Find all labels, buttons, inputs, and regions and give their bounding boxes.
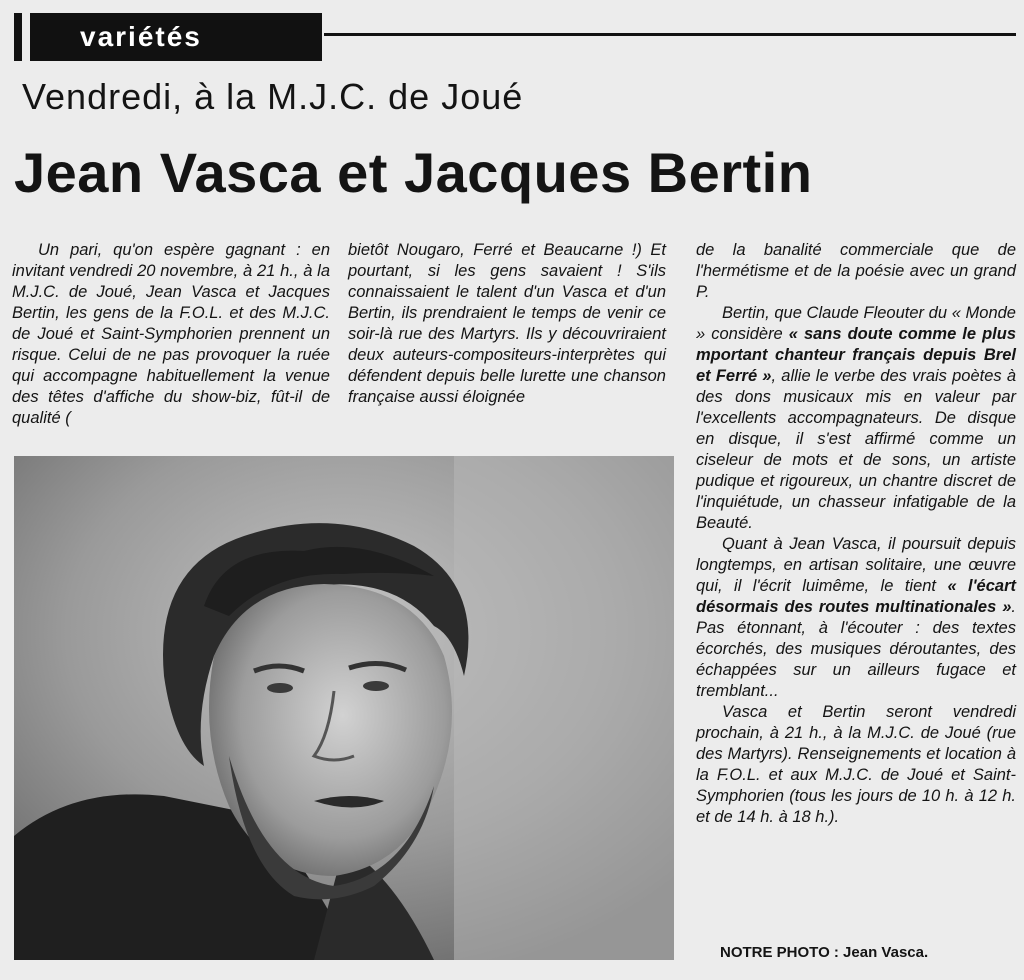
text-run: Quant à Jean Vasca, il poursuit depuis longtemps, en artisan solitaire, une œuvre qui, il l'écrit luimême, le tient	[696, 535, 1016, 595]
portrait-photo	[14, 456, 674, 960]
kicker: Vendredi, à la M.J.C. de Joué	[22, 76, 524, 117]
paragraph	[696, 534, 1016, 702]
quote-bold: « sans doute comme le plus mportant chanteur français depuis Brel et Ferré »	[696, 325, 1016, 385]
photo-caption: NOTRE PHOTO : Jean Vasca.	[720, 944, 929, 961]
portrait-illustration	[14, 456, 674, 960]
article-column-1	[12, 240, 330, 429]
quote-bold: « l'écart désormais des routes multinationales »	[696, 577, 1016, 616]
article-column-3	[696, 240, 1016, 828]
paragraph: Vasca et Bertin seront vendredi prochain, à 21 h., à la M.J.C. de Joué (rue des Martyrs). Renseignements et location à la F.O.L. et aux M.J.C. de Joué et Saint-Symphorien (tous les jours de 10 h. à 12 h. et de 14 h. à 18 h.).	[696, 703, 1016, 826]
text-run: Bertin, que Claude Fleouter du « Monde » considère	[696, 304, 1016, 343]
paragraph	[696, 303, 1016, 534]
text-run: , allie le verbe des vrais poètes à des dons musicaux mis en valeur par l'excellents accompagnateurs. De disque en disque, il s'est affirmé comme un ciseleur de mots et de sons, un artiste pudique et rigoureux, un chantre discret de l'inquiétude, un chasseur infatigable de la Beauté.	[696, 367, 1016, 532]
section-rubric: variétés	[30, 13, 322, 61]
headline: Jean Vasca et Jacques Bertin	[14, 141, 813, 204]
paragraph: Un pari, qu'on espère gagnant : en invitant vendredi 20 novembre, à 21 h., à la M.J.C. de Joué, Jean Vasca et Jacques Bertin, les gens de la F.O.L. et des M.J.C. de Joué et Saint-Symphorien prennent un risque. Celui de ne pas provoquer la ruée qui accompagne habituellement la venue des têtes d'affiche du show-biz, fût-il de qualité (	[12, 241, 330, 427]
article-column-2	[348, 240, 666, 408]
rubric-rule	[324, 33, 1016, 36]
paragraph: bietôt Nougaro, Ferré et Beaucarne !) Et pourtant, si les gens savaient ! S'ils connaissaient le talent d'un Vasca et d'un Bertin, ils prendraient le temps de venir ce soir-là rue des Martyrs. Ils y découvriraient deux auteurs-compositeurs-interprètes qui défendent depuis belle lurette une chanson française aussi éloignée	[348, 241, 666, 406]
text-run: . Pas étonnant, à l'écouter : des textes écorchés, des musiques déroutantes, des échappées sur un ailleurs fugace et tremblant...	[696, 598, 1016, 700]
paragraph: de la banalité commerciale que de l'hermétisme et de la poésie avec un grand P.	[696, 241, 1016, 301]
rubric-marker	[14, 13, 22, 61]
